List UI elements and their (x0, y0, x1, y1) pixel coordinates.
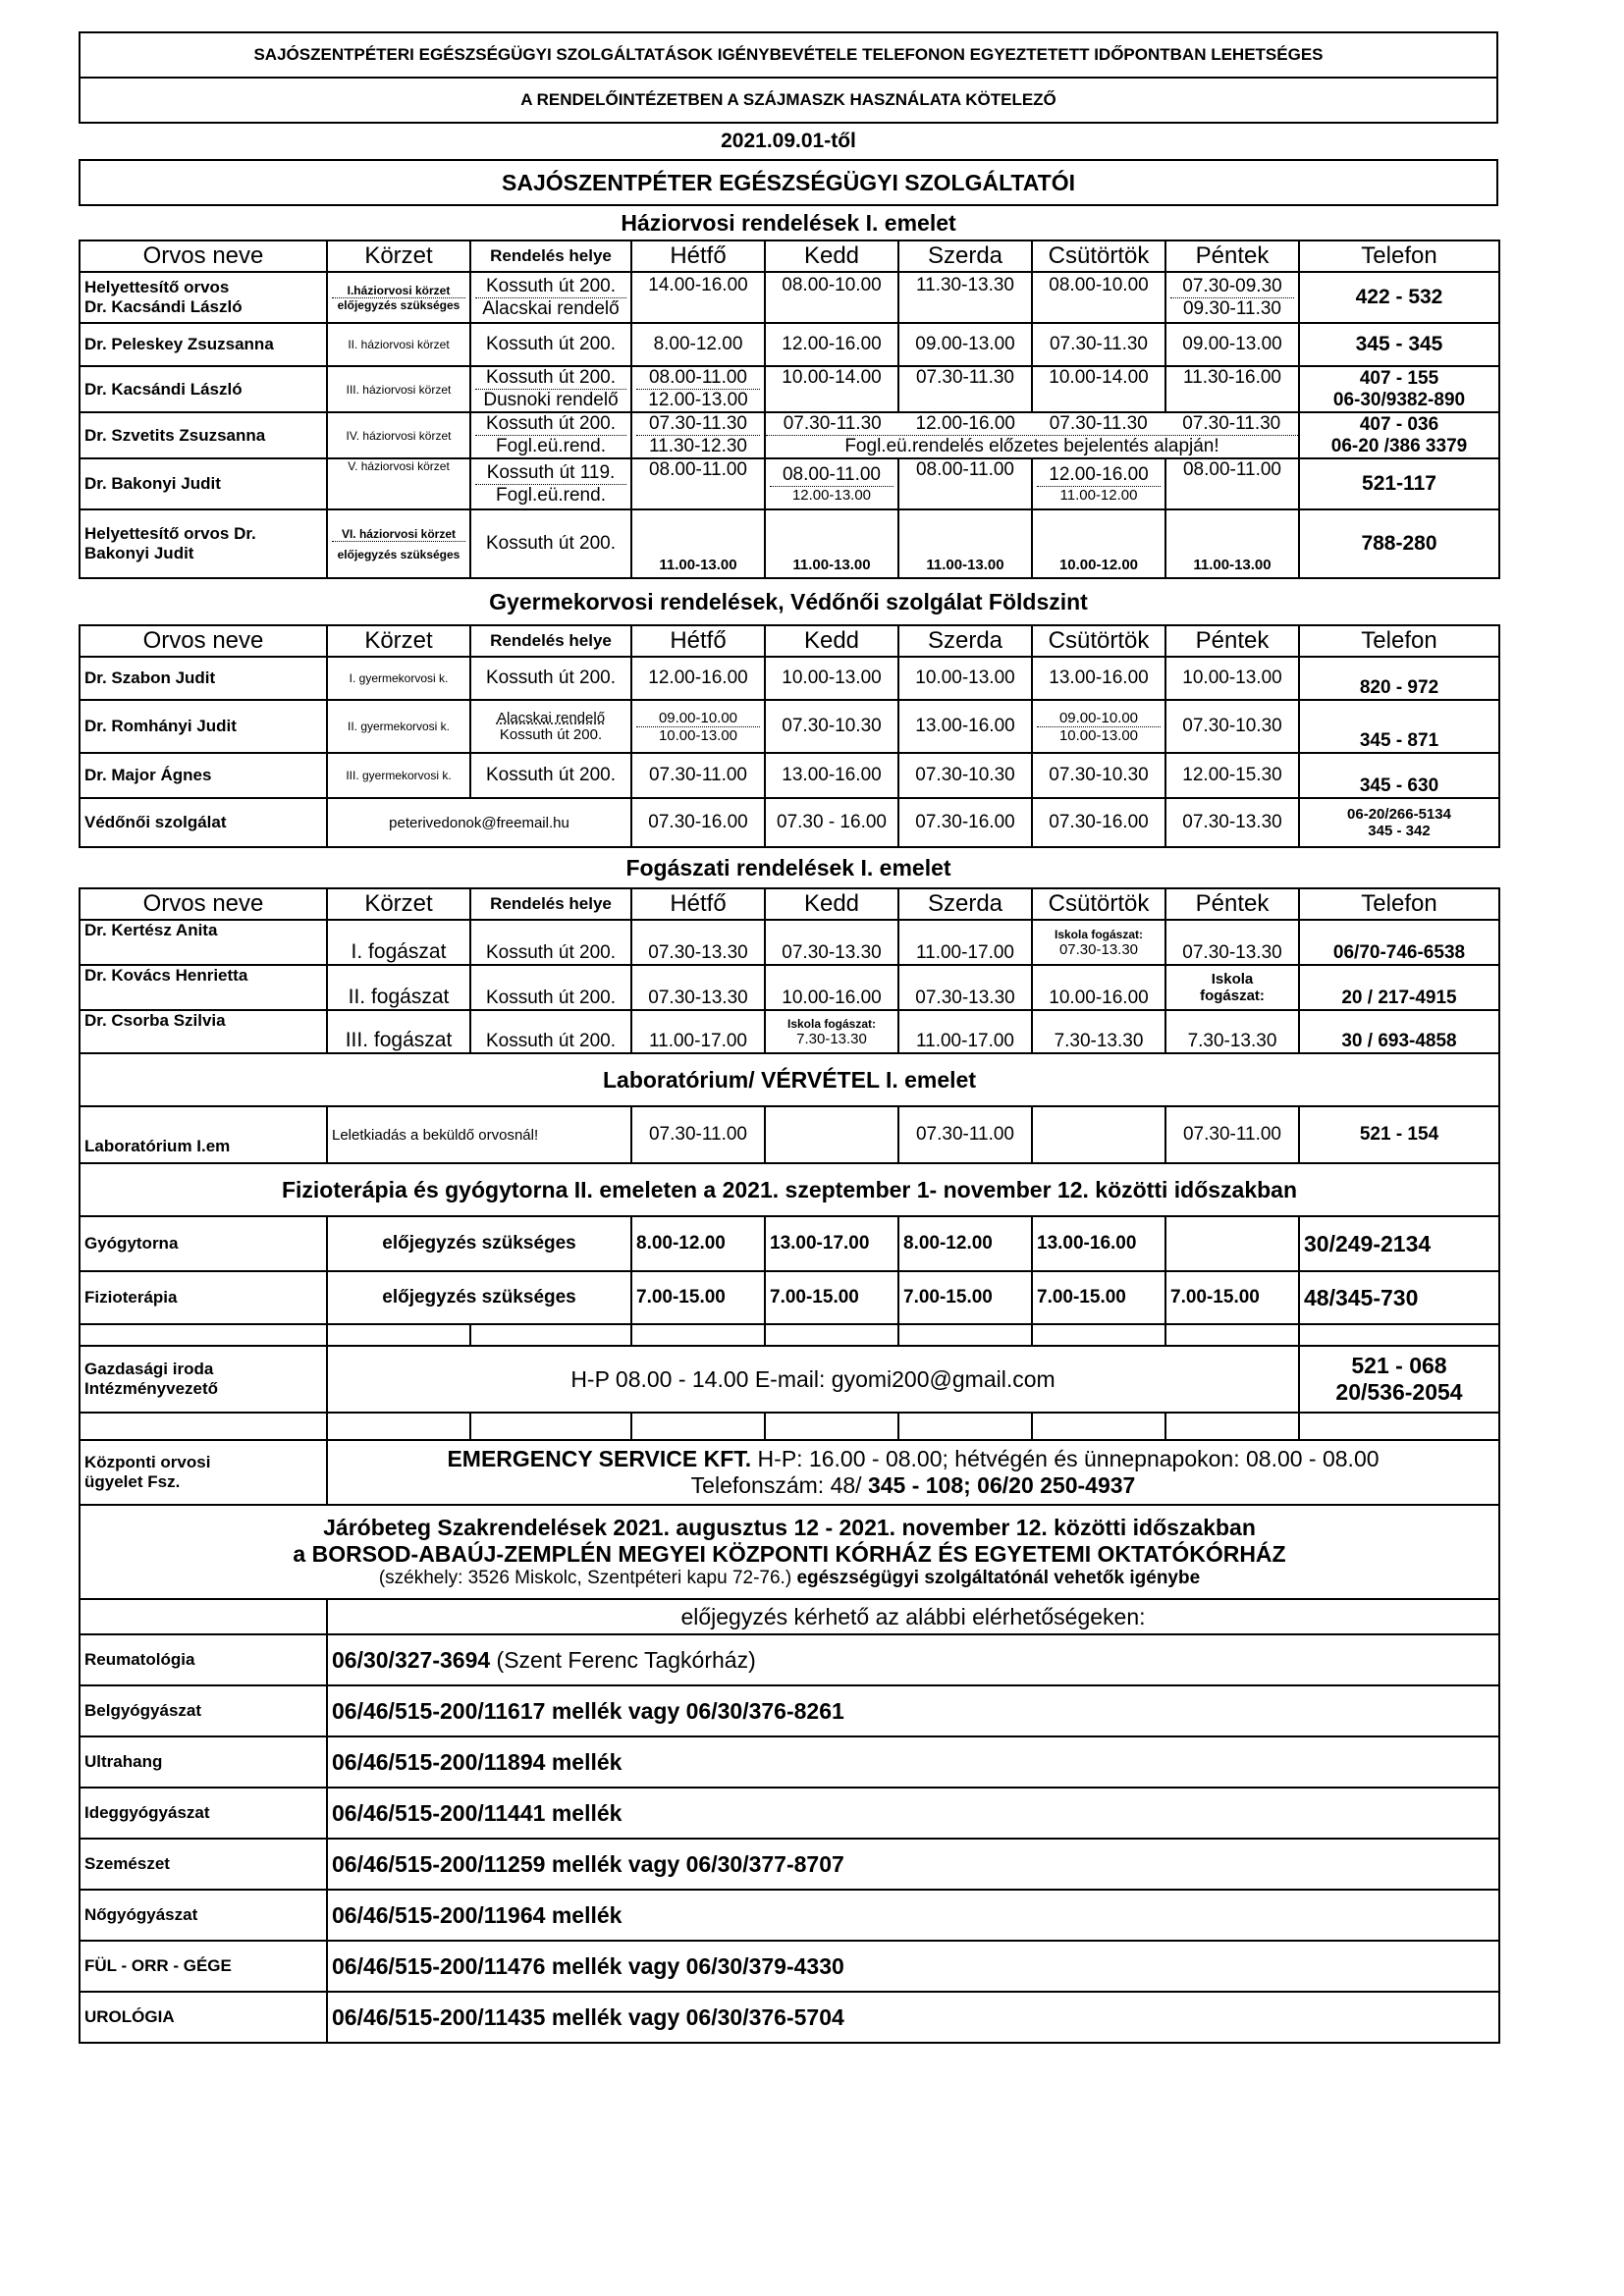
doctor-name: Bakonyi Judit (84, 544, 194, 562)
hours-row (766, 413, 1298, 436)
place: Kossuth út 200. (485, 413, 617, 434)
hours-tue: 11.00-13.00 (765, 509, 898, 578)
booking-note: előjegyzés szükséges (327, 1216, 631, 1271)
place: Kossuth út 119. (486, 461, 616, 483)
hours-thu: 7.30-13.30 (1032, 1010, 1165, 1053)
hours-mon: 10.00-13.00 (636, 726, 760, 744)
hours-thu: 08.00-10.00 (1032, 272, 1165, 323)
outpatient-title: Járóbeteg Szakrendelések 2021. augusztus 12 - 2021. november 12. közötti időszakban (323, 1515, 1256, 1540)
col-doctor-name: Orvos neve (80, 625, 327, 657)
hours-thu: 07.30-11.30 (1032, 323, 1165, 366)
table-row (80, 1890, 1499, 1941)
hours-thu: 12.00-16.00 (1049, 464, 1149, 485)
doctor-name: Dr. Kacsándi László (80, 366, 327, 412)
table-row (80, 965, 1499, 1010)
table-row (80, 700, 1499, 753)
district: I. fogászat (327, 920, 470, 965)
table-row (80, 753, 1499, 798)
booking-note: előjegyzés szükséges (327, 1271, 631, 1324)
hours-fri: 07.30-11.30 (1182, 413, 1281, 434)
school-dentistry-label: Iskola fogászat: (786, 1016, 877, 1031)
spacer-row (80, 1413, 1499, 1440)
table-row (80, 657, 1499, 700)
place: Kossuth út 200. (470, 965, 631, 1010)
hours-wed: 09.00-13.00 (898, 323, 1032, 366)
col-district: Körzet (327, 625, 470, 657)
duty-hours: H-P: 16.00 - 08.00; hétvégén és ünnepnapokon: 08.00 - 08.00 (751, 1446, 1380, 1471)
hours-tue: 08.00-10.00 (765, 272, 898, 323)
hours-wed: 12.00-16.00 (915, 413, 1015, 434)
doctor-name: Dr. Kertész Anita (80, 920, 327, 965)
place: Alacskai rendelő (475, 297, 626, 320)
duty-company: EMERGENCY SERVICE KFT. (447, 1446, 752, 1471)
hours-wed: 07.30-11.00 (898, 1106, 1032, 1163)
district: III. fogászat (327, 1010, 470, 1053)
outpatient-hospital: a BORSOD-ABAÚJ-ZEMPLÉN MEGYEI KÖZPONTI KÓRHÁZ ÉS EGYETEMI OKTATÓKÓRHÁZ (293, 1541, 1286, 1567)
place: Kossuth út 200. (470, 323, 631, 366)
service-name: Védőnői szolgálat (80, 798, 327, 847)
specialty-name: UROLÓGIA (80, 1992, 327, 2043)
school-dentistry-label: fogászat: (1200, 988, 1265, 1004)
service-name: Fizioterápia (80, 1271, 327, 1324)
specialty-name: Belgyógyászat (80, 1685, 327, 1736)
hours-mon: 08.00-11.00 (648, 367, 747, 388)
col-doctor-name: Orvos neve (80, 888, 327, 920)
office-name: Intézményvezető (84, 1379, 219, 1398)
doctor-name: Dr. Bakonyi Judit (80, 458, 327, 509)
place: Kossuth út 200. (470, 753, 631, 798)
duty-name: Központi orvosi (84, 1453, 211, 1471)
district: I. gyermekorvosi k. (327, 657, 470, 700)
phone: 345 - 342 (1368, 823, 1431, 839)
hours-fri: 7.30-13.30 (1165, 1010, 1299, 1053)
hours-thu: 07.30-16.00 (1032, 798, 1165, 847)
table-row (80, 1106, 1499, 1163)
hours-wed: 07.30-10.30 (898, 753, 1032, 798)
phone: 407 - 155 (1359, 367, 1439, 389)
place: Dusnoki rendelő (475, 389, 626, 411)
col-district: Körzet (327, 240, 470, 272)
table-row (80, 1788, 1499, 1839)
district: III. háziorvosi körzet (327, 366, 470, 412)
lab-name: Laboratórium I.em (80, 1106, 327, 1163)
hours-mon: 12.00-16.00 (631, 657, 765, 700)
hours-tue (765, 1106, 898, 1163)
hours-tue: 13.00-17.00 (765, 1216, 898, 1271)
district: VI. háziorvosi körzet (341, 526, 457, 541)
hours-thu: 11.00-12.00 (1037, 486, 1161, 504)
hours-tue: 13.00-16.00 (765, 753, 898, 798)
table-row (80, 1839, 1499, 1890)
hours-mon: 07.30-13.30 (631, 920, 765, 965)
hours-mon: 07.30-11.30 (648, 413, 747, 434)
hours-tue: 10.00-14.00 (765, 366, 898, 412)
hours-mon: 8.00-12.00 (631, 1216, 765, 1271)
phone: 06-20/266-5134 (1347, 806, 1451, 823)
doctor-name: Dr. Kovács Henrietta (80, 965, 327, 1010)
hours-fri: 11.30-16.00 (1165, 366, 1299, 412)
section-dental-title: Fogászati rendelések I. emelet (625, 855, 951, 881)
place: Kossuth út 200. (470, 657, 631, 700)
hours-thu: 7.00-15.00 (1032, 1271, 1165, 1324)
hours-fri: 07.30-13.30 (1165, 920, 1299, 965)
doctor-name: Dr. Csorba Szilvia (80, 1010, 327, 1053)
physio-title-row (80, 1163, 1499, 1216)
specialty-name: FÜL - ORR - GÉGE (80, 1941, 327, 1992)
table-row (80, 798, 1499, 847)
hours-fri: 08.00-11.00 (1165, 458, 1299, 509)
specialty-contact: 06/46/515-200/11894 mellék (327, 1736, 1499, 1788)
col-friday: Péntek (1165, 625, 1299, 657)
hours-wed: 7.00-15.00 (898, 1271, 1032, 1324)
specialty-contact: 06/46/515-200/11435 mellék vagy 06/30/376-5704 (327, 1992, 1499, 2043)
col-wednesday: Szerda (898, 625, 1032, 657)
hours-mon: 11.30-12.30 (636, 435, 760, 457)
hours-mon: 11.00-13.00 (631, 509, 765, 578)
outpatient-title-row (80, 1505, 1499, 1599)
hours-tue: 7.00-15.00 (765, 1271, 898, 1324)
lab-title-row (80, 1053, 1499, 1106)
dental-header-row (80, 888, 1499, 920)
hours-tue: 08.00-11.00 (782, 464, 881, 485)
specialty-name: Szemészet (80, 1839, 327, 1890)
col-place: Rendelés helye (470, 888, 631, 920)
hours-mon: 11.00-17.00 (631, 1010, 765, 1053)
specialty-contact: 06/46/515-200/11441 mellék (327, 1788, 1499, 1839)
doctor-name: Dr. Peleskey Zsuzsanna (80, 323, 327, 366)
specialty-name: Ideggyógyászat (80, 1788, 327, 1839)
col-place: Rendelés helye (470, 240, 631, 272)
col-thursday: Csütörtök (1032, 888, 1165, 920)
hours-fri: 07.30-11.00 (1165, 1106, 1299, 1163)
hours-tue: 12.00-16.00 (765, 323, 898, 366)
phone: 30 / 693-4858 (1299, 1010, 1499, 1053)
hours-mon: 07.30-13.30 (631, 965, 765, 1010)
doctor-name: Helyettesítő orvos (84, 278, 230, 296)
phone: 20 / 217-4915 (1299, 965, 1499, 1010)
booking-note: előjegyzés szükséges (332, 297, 465, 312)
email: peterivedonok@freemail.hu (327, 798, 631, 847)
col-tuesday: Kedd (765, 625, 898, 657)
specialty-contact: 06/46/515-200/11259 mellék vagy 06/30/377-8707 (327, 1839, 1499, 1890)
col-wednesday: Szerda (898, 888, 1032, 920)
col-tuesday: Kedd (765, 888, 898, 920)
specialty-extra: (Szent Ferenc Tagkórház) (490, 1646, 756, 1673)
hours-wed: 07.30-13.30 (898, 965, 1032, 1010)
booking-note: előjegyzés szükséges (332, 541, 465, 561)
col-friday: Péntek (1165, 888, 1299, 920)
table-row (80, 366, 1499, 412)
table-row (80, 1271, 1499, 1324)
doctor-name: Dr. Szabon Judit (80, 657, 327, 700)
hours-tue: 10.00-13.00 (765, 657, 898, 700)
lab-title: Laboratórium/ VÉRVÉTEL I. emelet (80, 1053, 1499, 1106)
place: Kossuth út 200. (485, 275, 617, 296)
hours-wed: 11.00-13.00 (898, 509, 1032, 578)
specialty-contact: 06/46/515-200/11476 mellék vagy 06/30/379-4330 (327, 1941, 1499, 1992)
col-phone: Telefon (1299, 240, 1499, 272)
phone: 48/345-730 (1299, 1271, 1499, 1324)
place: Kossuth út 200. (485, 367, 617, 388)
table-row (80, 1010, 1499, 1053)
place: Kossuth út 200. (470, 509, 631, 578)
specialty-contact: 06/46/515-200/11617 mellék vagy 06/30/376-8261 (327, 1685, 1499, 1736)
phone: 345 - 871 (1299, 700, 1499, 753)
phone: 521 - 154 (1299, 1106, 1499, 1163)
valid-from-date: 2021.09.01-től (721, 130, 856, 152)
district: III. gyermekorvosi k. (327, 753, 470, 798)
hours-mon: 14.00-16.00 (631, 272, 765, 323)
hours-wed: 11.00-17.00 (898, 1010, 1032, 1053)
section-gp-title: Háziorvosi rendelések I. emelet (621, 210, 956, 236)
table-row (80, 1440, 1499, 1505)
main-title: SAJÓSZENTPÉTER EGÉSZSÉGÜGYI SZOLGÁLTATÓI (79, 159, 1498, 206)
doctor-name: Dr. Romhányi Judit (80, 700, 327, 753)
hours-wed: 10.00-13.00 (898, 657, 1032, 700)
physio-title: Fizioterápia és gyógytorna II. emeleten a 2021. szeptember 1- november 12. közötti időszakban (80, 1163, 1499, 1216)
phone: 422 - 532 (1299, 272, 1499, 323)
hours-fri: 11.00-13.00 (1165, 509, 1299, 578)
col-monday: Hétfő (631, 888, 765, 920)
hours-wed: 07.30-11.30 (898, 366, 1032, 412)
phone: 820 - 972 (1299, 657, 1499, 700)
hours-tue: 07.30-11.30 (783, 413, 882, 434)
hours-fri: 12.00-15.30 (1165, 753, 1299, 798)
hours-fri: 10.00-13.00 (1165, 657, 1299, 700)
table-row (80, 920, 1499, 965)
doctor-name: Dr. Szvetits Zsuzsanna (80, 412, 327, 458)
place: Fogl.eü.rend. (475, 435, 626, 457)
district: II. fogászat (327, 965, 470, 1010)
specialty-name: Ultrahang (80, 1736, 327, 1788)
hours-wed: 11.30-13.30 (898, 272, 1032, 323)
hours-mon: 09.00-10.00 (658, 709, 738, 726)
place: Kossuth út 200. (499, 726, 603, 743)
hours-fri: 07.30-09.30 (1182, 275, 1282, 296)
table-row (80, 323, 1499, 366)
hours-tue: 07.30-10.30 (765, 700, 898, 753)
col-thursday: Csütörtök (1032, 240, 1165, 272)
doctor-name: Dr. Kacsándi László (84, 297, 243, 316)
school-dentistry-label: Iskola fogászat: (1054, 927, 1144, 941)
district: I.háziorvosi körzet (347, 283, 451, 297)
hours-mon: 12.00-13.00 (636, 389, 760, 411)
hours-fri: 09.00-13.00 (1165, 323, 1299, 366)
specialty-name: Reumatológia (80, 1634, 327, 1685)
table-row (80, 1599, 1499, 1634)
duty-phone: 345 - 108; 06/20 250-4937 (867, 1472, 1136, 1498)
hours-mon: 7.00-15.00 (631, 1271, 765, 1324)
appointment-note: Fogl.eü.rendelés előzetes bejelentés alapján! (844, 436, 1219, 456)
col-doctor-name: Orvos neve (80, 240, 327, 272)
lab-note: Leletkiadás a beküldő orvosnál! (327, 1106, 631, 1163)
table-row (80, 509, 1499, 578)
col-phone: Telefon (1299, 625, 1499, 657)
hours-mon: 07.30-16.00 (631, 798, 765, 847)
duty-tel-label: Telefonszám: 48/ (690, 1472, 868, 1498)
col-thursday: Csütörtök (1032, 625, 1165, 657)
phone: 521-117 (1299, 458, 1499, 509)
hours-thu (1032, 1106, 1165, 1163)
section-pediatric-title: Gyermekorvosi rendelések, Védőnői szolgálat Földszint (489, 589, 1088, 614)
hours-thu: 07.30-11.30 (1049, 413, 1148, 434)
hours-mon: 08.00-11.00 (631, 458, 765, 509)
table-row (80, 412, 1499, 458)
col-tuesday: Kedd (765, 240, 898, 272)
phone: 06-30/9382-890 (1332, 389, 1466, 410)
phone: 521 - 068 (1351, 1353, 1447, 1378)
district: IV. háziorvosi körzet (327, 412, 470, 458)
hours-wed: 8.00-12.00 (898, 1216, 1032, 1271)
notice-mask: A RENDELŐINTÉZETBEN A SZÁJMASZK HASZNÁLATA KÖTELEZŐ (79, 79, 1498, 124)
doctor-name: Dr. Major Ágnes (80, 753, 327, 798)
hours-wed: 08.00-11.00 (898, 458, 1032, 509)
hours-fri: 09.30-11.30 (1170, 297, 1294, 320)
hours-mon: 8.00-12.00 (631, 323, 765, 366)
phone: 06-20 /386 3379 (1330, 435, 1468, 456)
hours-tue: 07.30-13.30 (765, 920, 898, 965)
gp-header-row (80, 240, 1499, 272)
notice-phone: SAJÓSZENTPÉTERI EGÉSZSÉGÜGYI SZOLGÁLTATÁSOK IGÉNYBEVÉTELE TELEFONON EGYEZTETETT IDŐPONTBAN LEHETSÉGES (79, 31, 1498, 79)
specialty-name: Nőgyógyászat (80, 1890, 327, 1941)
phone: 407 - 036 (1359, 413, 1439, 435)
hours-wed: 13.00-16.00 (898, 700, 1032, 753)
place: Kossuth út 200. (470, 920, 631, 965)
col-monday: Hétfő (631, 240, 765, 272)
hours-tue: 12.00-13.00 (770, 486, 893, 504)
gp-table (79, 240, 1500, 579)
col-district: Körzet (327, 888, 470, 920)
col-phone: Telefon (1299, 888, 1499, 920)
spacer-row (80, 1324, 1499, 1346)
table-row (80, 1346, 1499, 1413)
table-row (80, 1736, 1499, 1788)
phone: 06/70-746-6538 (1299, 920, 1499, 965)
hours-fri: 07.30-10.30 (1165, 700, 1299, 753)
hours-fri (1165, 1216, 1299, 1271)
place: Alacskai rendelő (496, 710, 606, 726)
hours-thu: 13.00-16.00 (1032, 1216, 1165, 1271)
hours-fri: 07.30-13.30 (1165, 798, 1299, 847)
hours-wed: 07.30-16.00 (898, 798, 1032, 847)
schedule-document (79, 31, 1498, 2044)
specialty-contact: 06/30/327-3694 (332, 1646, 491, 1673)
table-row (80, 458, 1499, 509)
table-row (80, 1941, 1499, 1992)
office-name: Gazdasági iroda (84, 1360, 214, 1378)
table-row (80, 1992, 1499, 2043)
hours-thu: 13.00-16.00 (1032, 657, 1165, 700)
hours-tue: 7.30-13.30 (796, 1030, 867, 1047)
hours-wed: 11.00-17.00 (898, 920, 1032, 965)
table-row (80, 1685, 1499, 1736)
hours-fri: 7.00-15.00 (1165, 1271, 1299, 1324)
booking-info: előjegyzés kérhető az alábbi elérhetőségeken: (327, 1599, 1499, 1634)
hours-thu: 10.00-13.00 (1037, 726, 1161, 744)
phone: 20/536-2054 (1335, 1379, 1463, 1405)
hours-mon: 07.30-11.00 (631, 1106, 765, 1163)
doctor-name: Helyettesítő orvos Dr. (84, 524, 256, 543)
district: V. háziorvosi körzet (327, 458, 470, 509)
col-wednesday: Szerda (898, 240, 1032, 272)
table-row (80, 1216, 1499, 1271)
outpatient-address: (székhely: 3526 Miskolc, Szentpéteri kapu 72-76.) (378, 1568, 797, 1588)
table-row (80, 272, 1499, 323)
pediatric-table (79, 624, 1500, 848)
phone: 345 - 630 (1299, 753, 1499, 798)
hours-tue: 10.00-16.00 (765, 965, 898, 1010)
service-name: Gyógytorna (80, 1216, 327, 1271)
dental-table (79, 887, 1500, 2044)
place: Kossuth út 200. (470, 1010, 631, 1053)
hours-mon: 07.30-11.00 (631, 753, 765, 798)
district: II. háziorvosi körzet (327, 323, 470, 366)
phone: 30/249-2134 (1299, 1216, 1499, 1271)
outpatient-note: egészségügyi szolgáltatónál vehetők igénybe (796, 1568, 1201, 1588)
duty-name: ügyelet Fsz. (84, 1472, 181, 1491)
district: II. gyermekorvosi k. (327, 700, 470, 753)
col-friday: Péntek (1165, 240, 1299, 272)
col-place: Rendelés helye (470, 625, 631, 657)
hours-thu: 07.30-10.30 (1032, 753, 1165, 798)
col-monday: Hétfő (631, 625, 765, 657)
pediatric-header-row (80, 625, 1499, 657)
office-info: H-P 08.00 - 14.00 E-mail: gyomi200@gmail.com (327, 1346, 1299, 1413)
hours-thu: 10.00-12.00 (1032, 509, 1165, 578)
place: Fogl.eü.rend. (475, 484, 626, 507)
phone: 345 - 345 (1299, 323, 1499, 366)
specialty-contact: 06/46/515-200/11964 mellék (327, 1890, 1499, 1941)
hours-tue: 07.30 - 16.00 (765, 798, 898, 847)
school-dentistry-label: Iskola (1211, 971, 1254, 988)
hours-thu: 10.00-14.00 (1032, 366, 1165, 412)
table-row (80, 1634, 1499, 1685)
hours-thu: 07.30-13.30 (1058, 940, 1139, 958)
phone: 788-280 (1299, 509, 1499, 578)
hours-thu: 09.00-10.00 (1058, 709, 1139, 726)
hours-thu: 10.00-16.00 (1032, 965, 1165, 1010)
